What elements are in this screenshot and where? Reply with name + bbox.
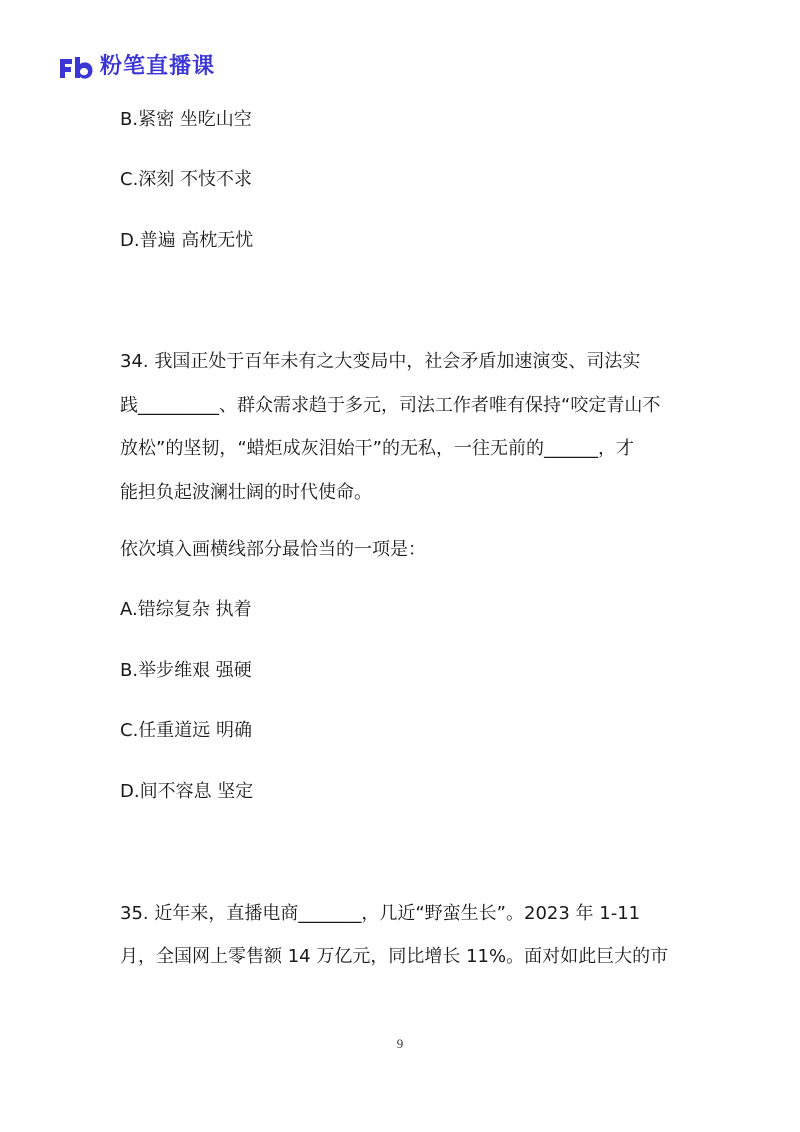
page-header (58, 52, 215, 82)
option-b: B.紧密 坐吃山空 (120, 109, 252, 130)
option-c: C.深刻 不忮不求 (120, 169, 253, 190)
question-34-option-d: D.间不容息 坚定 (120, 781, 254, 802)
option-d: D.普遍 高枕无忧 (120, 230, 254, 251)
question-35-line-1: 35. 近年来，直播电商_______，几近“野蛮生长”。2023 年 1-11 (120, 903, 641, 924)
question-34-option-a: A.错综复杂 执着 (120, 599, 252, 620)
question-34-line-2: 践_________、群众需求趋于多元，司法工作者唯有保持“咬定青山不 (120, 395, 661, 416)
question-34-prompt: 依次填入画横线部分最恰当的一项是： (120, 539, 426, 560)
question-34-line-1: 34. 我国正处于百年未有之大变局中，社会矛盾加速演变、司法实 (120, 351, 641, 372)
question-34-option-b: B.举步维艰 强硬 (120, 660, 252, 681)
brand-name: 粉笔直播课 (100, 54, 216, 79)
question-34-line-3: 放松”的坚韧，“蜡炬成灰泪始干”的无私，一往无前的______，才 (120, 438, 634, 459)
question-34-line-4: 能担负起波澜壮阔的时代使命。 (120, 482, 372, 503)
question-34-option-c: C.任重道远 明确 (120, 720, 253, 741)
question-35-line-2: 月，全国网上零售额 14 万亿元，同比增长 11%。面对如此巨大的市 (120, 946, 669, 967)
fb-logo-icon (58, 55, 94, 79)
page-number: 9 (396, 1036, 404, 1051)
